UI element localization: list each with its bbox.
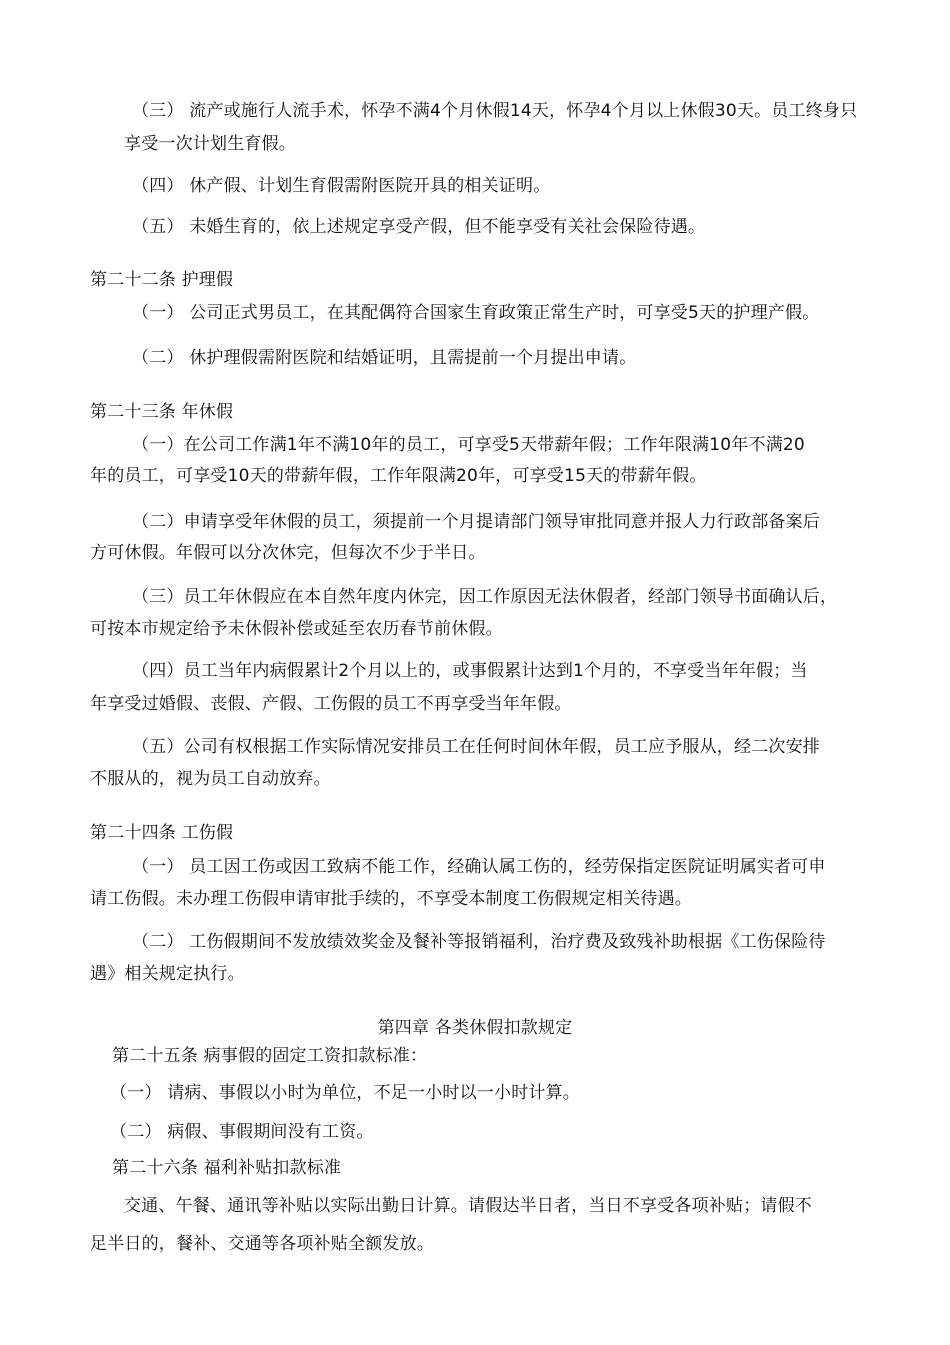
paragraph-line: 请工伤假。未办理工伤假申请审批手续的，不享受本制度工伤假规定相关待遇。 [90,889,692,909]
paragraph-line: （二） 病假、事假期间没有工资。 [110,1122,374,1142]
article-heading: 第二十三条 年休假 [90,402,234,422]
paragraph-line: 交通、午餐、通讯等补贴以实际出勤日计算。请假达半日者，当日不享受各项补贴；请假不 [124,1196,812,1216]
paragraph-line: （二） 休护理假需附医院和结婚证明，且需提前一个月提出申请。 [132,348,637,368]
paragraph-line: 享受一次计划生育假。 [124,134,296,154]
paragraph-line: 足半日的，餐补、交通等各项补贴全额发放。 [90,1234,434,1254]
paragraph-line: （二） 工伤假期间不发放绩效奖金及餐补等报销福利，治疗费及致残补助根据《工伤保险待 [132,932,826,952]
paragraph-line: （四）员工当年内病假累计2个月以上的，或事假累计达到1个月的，不享受当年年假；当 [132,661,808,681]
paragraph-line: （五） 未婚生育的，依上述规定享受产假，但不能享受有关社会保险待遇。 [132,217,706,237]
paragraph-line: 年的员工，可享受10天的带薪年假，工作年限满20年，可享受15天的带薪年假。 [90,466,707,486]
paragraph-line: （五）公司有权根据工作实际情况安排员工在任何时间休年假，员工应予服从，经二次安排 [132,737,820,757]
paragraph-line: 方可休假。年假可以分次休完，但每次不少于半日。 [90,543,486,563]
article-heading: 第二十四条 工伤假 [90,823,234,843]
paragraph-line: 不服从的，视为员工自动放弃。 [90,769,331,789]
paragraph-line: 可按本市规定给予未休假补偿或延至农历春节前休假。 [90,619,503,639]
paragraph-line: （一） 请病、事假以小时为单位，不足一小时以一小时计算。 [110,1083,581,1103]
paragraph-line: （一） 员工因工伤或因工致病不能工作，经确认属工伤的，经劳保指定医院证明属实者可申 [132,857,826,877]
paragraph-line: 遇》相关规定执行。 [90,964,245,984]
paragraph-line: （三）员工年休假应在本自然年度内休完，因工作原因无法休假者，经部门领导书面确认后， [132,587,838,607]
article-heading: 第二十五条 病事假的固定工资扣款标准： [112,1046,428,1066]
paragraph-line: 年享受过婚假、丧假、产假、工伤假的员工不再享受当年年假。 [90,694,572,714]
article-heading: 第二十二条 护理假 [90,270,234,290]
paragraph-line: （一） 公司正式男员工，在其配偶符合国家生育政策正常生产时，可享受5天的护理产假。 [132,303,820,323]
chapter-title: 第四章 各类休假扣款规定 [377,1018,573,1038]
article-heading: 第二十六条 福利补贴扣款标准 [112,1158,342,1178]
paragraph-line: （四） 休产假、计划生育假需附医院开具的相关证明。 [132,176,551,196]
paragraph-line: （三） 流产或施行人流手术，怀孕不满4个月休假14天，怀孕4个月以上休假30天。员工终身只 [132,101,858,121]
paragraph-line: （二）申请享受年休假的员工，须提前一个月提请部门领导审批同意并报人力行政部备案后 [132,512,820,532]
paragraph-line: （一）在公司工作满1年不满10年的员工，可享受5天带薪年假；工作年限满10年不满20 [132,435,805,455]
